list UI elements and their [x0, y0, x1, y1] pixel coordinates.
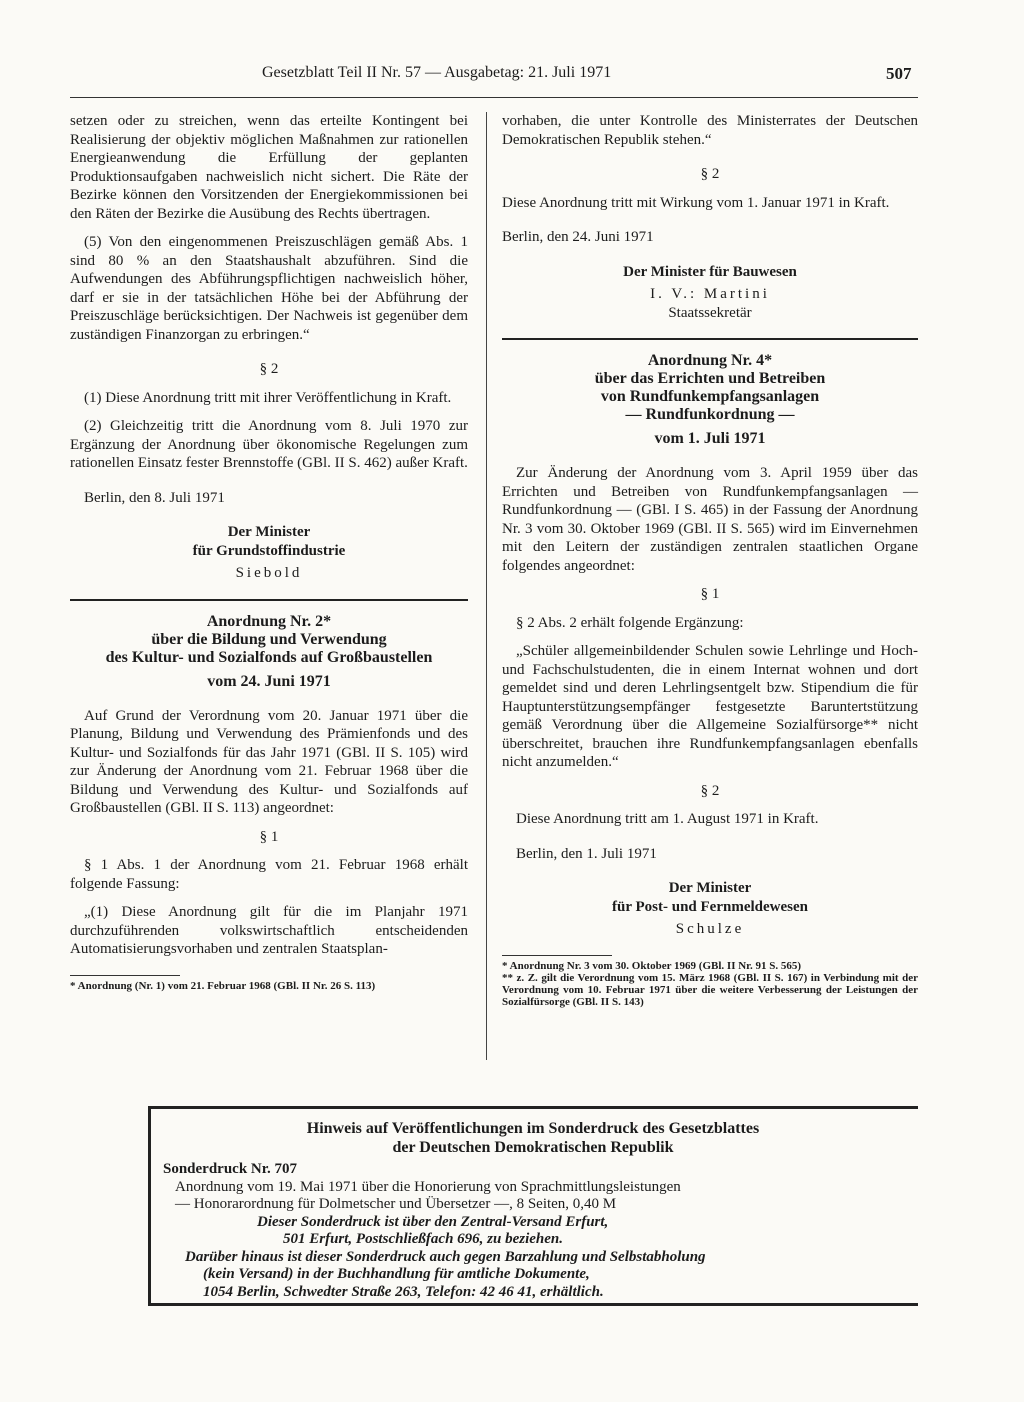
- signature-title: für Grundstoffindustrie: [192, 542, 346, 559]
- notice-line: Dieser Sonderdruck ist über den Zentral-Versand Erfurt,: [257, 1213, 609, 1230]
- signature-title: für Post- und Fernmeldewesen: [612, 898, 808, 915]
- paragraph: Zur Änderung der Anordnung vom 3. April 1959 über das Errichten und Betreiben von Rundfunkempfangsanlagen — Rundfunkordnung — (GBl. I S. 465) in der Fassung der Anordnung Nr. 3 vom 30. Oktober 1969 (GBl. II S. 565) wird im Einvernehmen mit den Leitern der zuständigen zentralen staatlichen Organe folgendes angeordnet:: [502, 465, 918, 574]
- paragraph: (1) Diese Anordnung tritt mit ihrer Veröffentlichung in Kraft.: [84, 389, 452, 406]
- paragraph: (2) Gleichzeitig tritt die Anordnung vom 8. Juli 1970 zur Ergänzung der Anordnung über ökonomische Regelungen zum rationellen Einsatz fester Brennstoffe (GBl. II S. 462) außer Kraft.: [70, 418, 468, 471]
- section-rule: [502, 338, 918, 340]
- ordinance-title: über die Bildung und Verwendung: [151, 630, 387, 648]
- paragraph: (5) Von den eingenommenen Preiszuschlägen gemäß Abs. 1 sind 80 % an den Staatshaushalt abzuführen. Sind die Aufwendungen des Abführungspflichtigen nachweislich höher, darf er sie in der tatsächlichen Höhe bei der Abführung der Preiszuschläge berücksichtigen. Der Nachweis ist gegenüber dem zuständigen Finanzorgan zu erbringen.“: [70, 234, 468, 343]
- footnote: * Anordnung Nr. 3 vom 30. Oktober 1969 (GBl. II Nr. 91 S. 565): [502, 959, 802, 972]
- signature-name: Schulze: [675, 921, 745, 937]
- place-date: Berlin, den 24. Juni 1971: [502, 229, 654, 245]
- notice-label: Sonderdruck Nr. 707: [163, 1161, 298, 1177]
- signature-name: I. V.: Martini: [650, 286, 770, 302]
- footnote: * Anordnung (Nr. 1) vom 21. Februar 1968 (GBl. II Nr. 26 S. 113): [70, 979, 376, 992]
- notice-line: 501 Erfurt, Postschließfach 696, zu beziehen.: [283, 1231, 564, 1247]
- ordinance-title: von Rundfunkempfangsanlagen: [600, 388, 820, 405]
- ordinance-title: Anordnung Nr. 2*: [206, 612, 332, 630]
- section-heading: § 1: [259, 828, 279, 845]
- ordinance-title: des Kultur- und Sozialfonds auf Großbaustellen: [105, 648, 433, 666]
- ordinance-title: — Rundfunkordnung —: [625, 406, 795, 423]
- page-number: 507: [886, 64, 912, 83]
- paragraph: § 1 Abs. 1 der Anordnung vom 21. Februar 1968 erhält folgende Fassung:: [70, 857, 468, 892]
- signature-title: Staatssekretär: [668, 304, 752, 321]
- ordinance-title: Anordnung Nr. 4*: [647, 352, 773, 369]
- notice-title: Hinweis auf Veröffentlichungen im Sonderdruck des Gesetzblattes: [306, 1120, 760, 1137]
- notice-title: der Deutschen Demokratischen Republik: [392, 1139, 674, 1156]
- footnote: ** z. Z. gilt die Verordnung vom 15. März 1968 (GBl. II S. 167) in Verbindung mit der Verordnung vom 10. Februar 1971 über die weitere Verbesserung der Leistungen der Sozialfürsorge (GBl. II S. 143): [502, 971, 918, 1008]
- section-heading: § 2: [700, 166, 720, 182]
- section-heading: § 2: [259, 361, 279, 377]
- notice-line: Darüber hinaus ist dieser Sonderdruck auch gegen Barzahlung und Selbstabholung: [185, 1248, 706, 1265]
- paragraph: § 2 Abs. 2 erhält folgende Ergänzung:: [516, 614, 744, 631]
- paragraph: vorhaben, die unter Kontrolle des Ministerrates der Deutschen Demokratischen Republik stehen.“: [502, 113, 918, 148]
- ordinance-date: vom 1. Juli 1971: [654, 430, 766, 447]
- paragraph: Diese Anordnung tritt am 1. August 1971 in Kraft.: [516, 811, 819, 827]
- column-rule: [486, 112, 487, 1060]
- paragraph: Diese Anordnung tritt mit Wirkung vom 1. Januar 1971 in Kraft.: [502, 194, 890, 211]
- footnote-rule: [70, 975, 180, 976]
- paragraph: setzen oder zu streichen, wenn das erteilte Kontingent bei Realisierung der objektiv möglichen Maßnahmen zur rationellen Energieanwendung die Erfüllung der geplanten Produktionsaufgaben nachweislich nicht sichert. Die Räte der Bezirke können den Vorsitzenden der Energiekommissionen bei den Räten der Bezirke die Ausübung des Rechts übertragen.: [70, 113, 468, 222]
- right-column: [502, 112, 918, 1008]
- signature-name: Siebold: [235, 565, 303, 581]
- paragraph: „(1) Diese Anordnung gilt für die im Planjahr 1971 durchzuführenden volkswirtschaftlich entscheidenden Automatisierungsvorhaben und zentralen Staatsplan-: [70, 904, 468, 957]
- section-rule: [70, 599, 468, 601]
- notice-box: [148, 1106, 918, 1306]
- left-column: [70, 112, 468, 992]
- paragraph: Auf Grund der Verordnung vom 20. Januar 1971 über die Planung, Bildung und Verwendung des Prämienfonds und des Kultur- und Sozialfonds für das Jahr 1971 (GBl. II S. 105) wird zur Änderung der Anordnung vom 21. Februar 1968 über die Bildung und Verwendung des Kultur- und Sozialfonds auf Großbaustellen (GBl. II S. 113) angeordnet:: [70, 707, 468, 816]
- place-date: Berlin, den 8. Juli 1971: [84, 489, 225, 506]
- signature-title: Der Minister: [227, 524, 311, 540]
- notice-line: 1054 Berlin, Schwedter Straße 263, Telefon: 42 46 41, erhältlich.: [203, 1283, 604, 1300]
- header-rule: [70, 97, 918, 98]
- notice-line: — Honorarordnung für Dolmetscher und Übersetzer —, 8 Seiten, 0,40 M: [175, 1196, 617, 1212]
- section-heading: § 1: [700, 586, 720, 602]
- signature-title: Der Minister für Bauwesen: [623, 263, 797, 280]
- section-heading: § 2: [700, 782, 720, 799]
- notice-line: Anordnung vom 19. Mai 1971 über die Honorierung von Sprachmittlungsleistungen: [175, 1178, 681, 1195]
- notice-line: (kein Versand) in der Buchhandlung für amtliche Dokumente,: [203, 1266, 590, 1282]
- ordinance-date: vom 24. Juni 1971: [207, 672, 331, 690]
- place-date: Berlin, den 1. Juli 1971: [516, 845, 657, 862]
- running-head: Gesetzblatt Teil II Nr. 57 — Ausgabetag: 21. Juli 1971: [262, 64, 612, 81]
- paragraph: „Schüler allgemeinbildender Schulen sowie Lehrlinge und Hoch- und Fachschulstudenten, die in einem Internat wohnen und dort gemeldet sind und deren Lehrlingsentgelt bzw. Stipendium die für Hauptunterstützungsempfänger festgesetzte Baruntertstützung gemäß Verordnung über die Allgemeine Sozialfürsorge** nicht überschreitet, brauchen ihre Rundfunkempfangsanlagen ebenfalls nicht anzumelden.“: [502, 643, 918, 770]
- footnote-rule: [502, 955, 612, 956]
- signature-title: Der Minister: [668, 880, 752, 896]
- ordinance-title: über das Errichten und Betreiben: [594, 370, 826, 387]
